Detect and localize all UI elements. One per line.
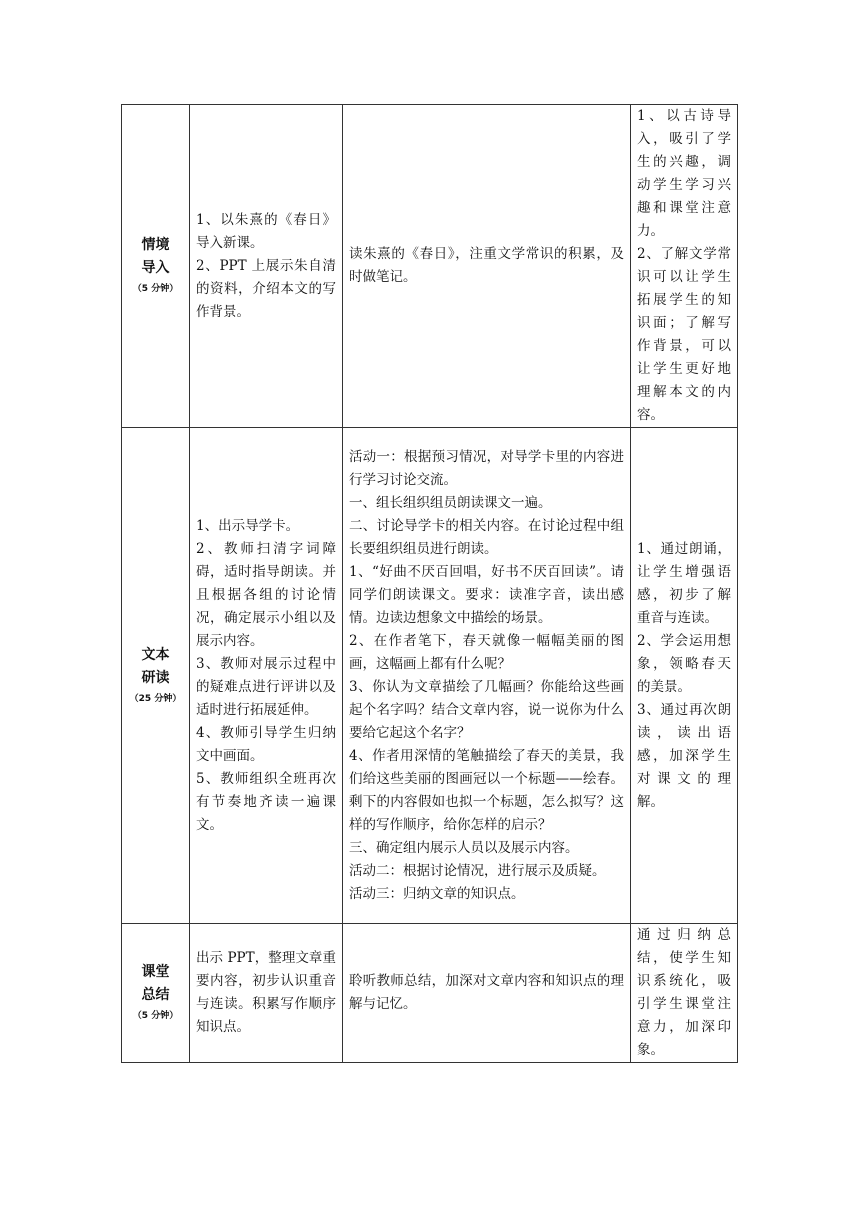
student-activity-item: 一、组长组织组员朗读课文一遍。 bbox=[349, 494, 552, 511]
teacher-activity-item: 4、教师引导学生归纳文中画面。 bbox=[196, 724, 336, 764]
design-intent-item: 1、通过朗诵，让学生增强语感，初步了解重音与连读。 bbox=[637, 540, 731, 626]
table-row-intro bbox=[122, 105, 738, 428]
stage-name-line2: 导入 bbox=[141, 260, 170, 276]
stage-name-line2: 总结 bbox=[141, 987, 170, 1003]
design-intent-item: 通过归纳总结，使学生知识系统化，吸引学生课堂注意力，加深印象。 bbox=[637, 927, 731, 1058]
student-activity-cell bbox=[343, 105, 631, 428]
design-intent-item: 2、了解文学常识可以让学生拓展学生的知识面；了解写作背景，可以让学生更好地理解本文的内容。 bbox=[637, 246, 731, 423]
teacher-activity-item: 2、教师扫清字词障碍，适时指导朗读。并且根据各组的讨论情况，确定展示小组以及展示内容。 bbox=[196, 540, 336, 649]
student-activity-item: 活动三：归纳文章的知识点。 bbox=[349, 885, 525, 902]
stage-time: （5 分钟） bbox=[132, 284, 179, 294]
stage-name-line2: 研读 bbox=[141, 669, 170, 686]
teacher-activity-item: 5、教师组织全班再次有节奏地齐读一遍课文。 bbox=[196, 770, 336, 833]
student-activity-item: 1、“好曲不厌百回唱，好书不厌百回读”。请同学们朗读课文。要求：读准字音，读出感情。边读边想象文中描绘的场景。 bbox=[349, 563, 624, 626]
student-activity-item: 活动一：根据预习情况，对导学卡里的内容进行学习讨论交流。 bbox=[349, 448, 624, 488]
student-activity-item: 3、你认为文章描绘了几幅画？你能给这些画起个名字吗？结合文章内容，说一说你为什么要给它起这个名字？ bbox=[349, 678, 624, 741]
student-activity-cell bbox=[343, 428, 631, 924]
student-activity-item: 活动二：根据讨论情况，进行展示及质疑。 bbox=[349, 862, 606, 879]
student-activity-cell bbox=[343, 924, 631, 1063]
stage-name-line1: 文本 bbox=[141, 646, 170, 663]
student-activity-item: 聆听教师总结，加深对文章内容和知识点的理解与记忆。 bbox=[349, 973, 624, 1012]
design-intent-cell bbox=[631, 924, 738, 1063]
lesson-plan-table bbox=[121, 104, 738, 1063]
design-intent-item: 3、通过再次朗读，读出语感，加深学生对课文的理解。 bbox=[637, 701, 731, 810]
teacher-activity-cell bbox=[190, 428, 343, 924]
design-intent-cell bbox=[631, 105, 738, 428]
student-activity-item: 2、在作者笔下，春天就像一幅幅美丽的图画，这幅画上都有什么呢？ bbox=[349, 632, 624, 672]
stage-cell bbox=[122, 105, 190, 428]
table-row-study bbox=[122, 428, 738, 924]
student-activity-item: 4、作者用深情的笔触描绘了春天的美景，我们给这些美丽的图画冠以一个标题——绘春。剩下的内容假如也拟一个标题，怎么拟写？这样的写作顺序，给你怎样的启示？ bbox=[349, 747, 624, 833]
teacher-activity-cell bbox=[190, 105, 343, 428]
design-intent-cell bbox=[631, 428, 738, 924]
teacher-activity-item: 1、以朱熹的《春日》导入新课。 bbox=[196, 211, 336, 251]
design-intent-item: 1、以古诗导入，吸引了学生的兴趣，调动学生学习兴趣和课堂注意力。 bbox=[637, 108, 731, 239]
table-row-summary bbox=[122, 924, 738, 1063]
student-activity-item: 读朱熹的《春日》，注重文学常识的积累，及时做笔记。 bbox=[349, 246, 624, 285]
design-intent-item: 2、学会运用想象，领略春天的美景。 bbox=[637, 632, 731, 695]
teacher-activity-item: 1、出示导学卡。 bbox=[196, 517, 300, 534]
stage-cell bbox=[122, 924, 190, 1063]
student-activity-item: 二、讨论导学卡的相关内容。在讨论过程中组长要组织组员进行朗读。 bbox=[349, 517, 624, 557]
teacher-activity-item: 2、PPT 上展示朱自清的资料，介绍本文的写作背景。 bbox=[196, 257, 336, 320]
teacher-activity-item: 3、教师对展示过程中的疑难点进行评讲以及适时进行拓展延伸。 bbox=[196, 655, 336, 718]
student-activity-item: 三、确定组内展示人员以及展示内容。 bbox=[349, 839, 579, 856]
stage-time: （25 分钟） bbox=[129, 693, 182, 704]
stage-cell bbox=[122, 428, 190, 924]
stage-name-line1: 情境 bbox=[141, 237, 170, 253]
teacher-activity-item: 出示 PPT，整理文章重要内容，初步认识重音与连读。积累写作顺序知识点。 bbox=[196, 950, 336, 1035]
teacher-activity-cell bbox=[190, 924, 343, 1063]
stage-time: （5 分钟） bbox=[132, 1011, 179, 1021]
stage-name-line1: 课堂 bbox=[141, 964, 170, 980]
